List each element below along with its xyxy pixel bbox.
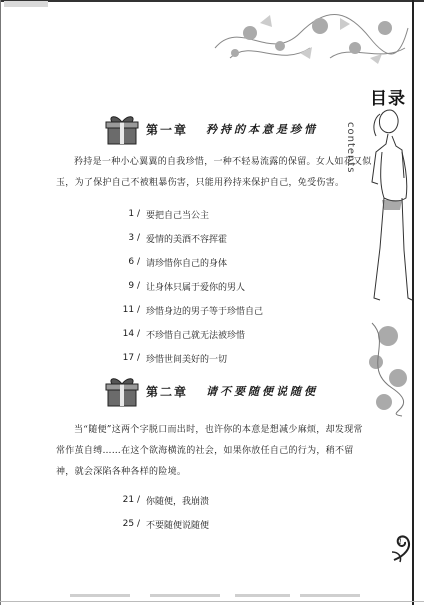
toc-page-number: 17 / [122,353,140,363]
toc-entry-title: 你随便，我崩溃 [146,496,210,507]
scan-frame-left [0,0,1,605]
toc-entry-title: 让身体只属于爱你的男人 [146,282,246,293]
chapter-1-toc [104,202,263,370]
toc-page-number: 25 / [122,519,140,529]
floral-ornament-top [210,8,410,70]
chapter-title: 矜持的本意是珍惜 [206,123,319,136]
toc-entry-title: 要把自己当公主 [146,210,210,221]
toc-page-number: 14 / [122,329,140,339]
scan-noise [300,594,360,597]
toc-page-number: 9 / [128,281,140,291]
woman-illustration [360,100,416,320]
toc-entry-title: 珍惜世间美好的一切 [146,354,228,365]
gift-box-icon [104,112,140,146]
chapter-2-toc [104,488,209,536]
toc-entry[interactable] [104,274,263,298]
chapter-2-intro [56,420,372,483]
chapter-title: 请不要随便说随便 [206,385,319,398]
chapter-2-heading [104,374,318,408]
scan-noise [70,594,130,597]
toc-entry-title: 不要随便说随便 [146,520,210,531]
intro-text: 矜持是一种小心翼翼的自我珍惜，一种不轻易流露的保留。女人如花又似玉，为了保护自己不被粗暴伤害，只能用矜持来保护自己，免受伤害。 [56,157,372,188]
toc-entry-title: 不珍惜自己就无法被珍惜 [146,330,246,341]
intro-text: 当“随便”这两个字脱口而出时，也许你的本意是想减少麻烦，却发现常常作茧自缚……在这个欲海横流的社会，如果你放任自己的行为，稍不留神，就会深陷各种各样的险境。 [56,425,363,477]
toc-page-number: 6 / [128,257,140,267]
scan-frame-top [0,0,424,2]
toc-page-number: 21 / [122,495,140,505]
swirl-ornament [390,530,416,566]
toc-page-number: 11 / [122,305,140,315]
chapter-number: 第二章 [146,384,189,399]
chapter-number: 第一章 [146,122,189,137]
toc-page-number: 1 / [128,209,140,219]
toc-entry[interactable] [104,250,263,274]
scan-noise [150,594,220,597]
scan-frame-bottom [0,601,424,602]
gift-box-icon [104,374,140,408]
scan-mark [4,1,48,7]
chapter-1-intro [56,152,372,194]
toc-entry[interactable] [104,298,263,322]
toc-entry[interactable] [104,322,263,346]
toc-entry-title: 请珍惜你自己的身体 [146,258,228,269]
toc-entry[interactable] [104,512,209,536]
scan-noise [235,594,290,597]
toc-entry[interactable] [104,226,263,250]
toc-entry-title: 爱情的美酒不容挥霍 [146,234,228,245]
side-heading: 目录 [370,89,406,109]
toc-entry[interactable] [104,346,263,370]
toc-page-number: 3 / [128,233,140,243]
toc-entry[interactable] [104,202,263,226]
chapter-1-heading [104,112,318,146]
page-number: 1 [398,538,403,546]
side-heading-en: contents [345,122,356,174]
toc-entry[interactable] [104,488,209,512]
toc-entry-title: 珍惜身边的男子等于珍惜自己 [146,306,264,317]
floral-ornament-right [362,318,414,418]
